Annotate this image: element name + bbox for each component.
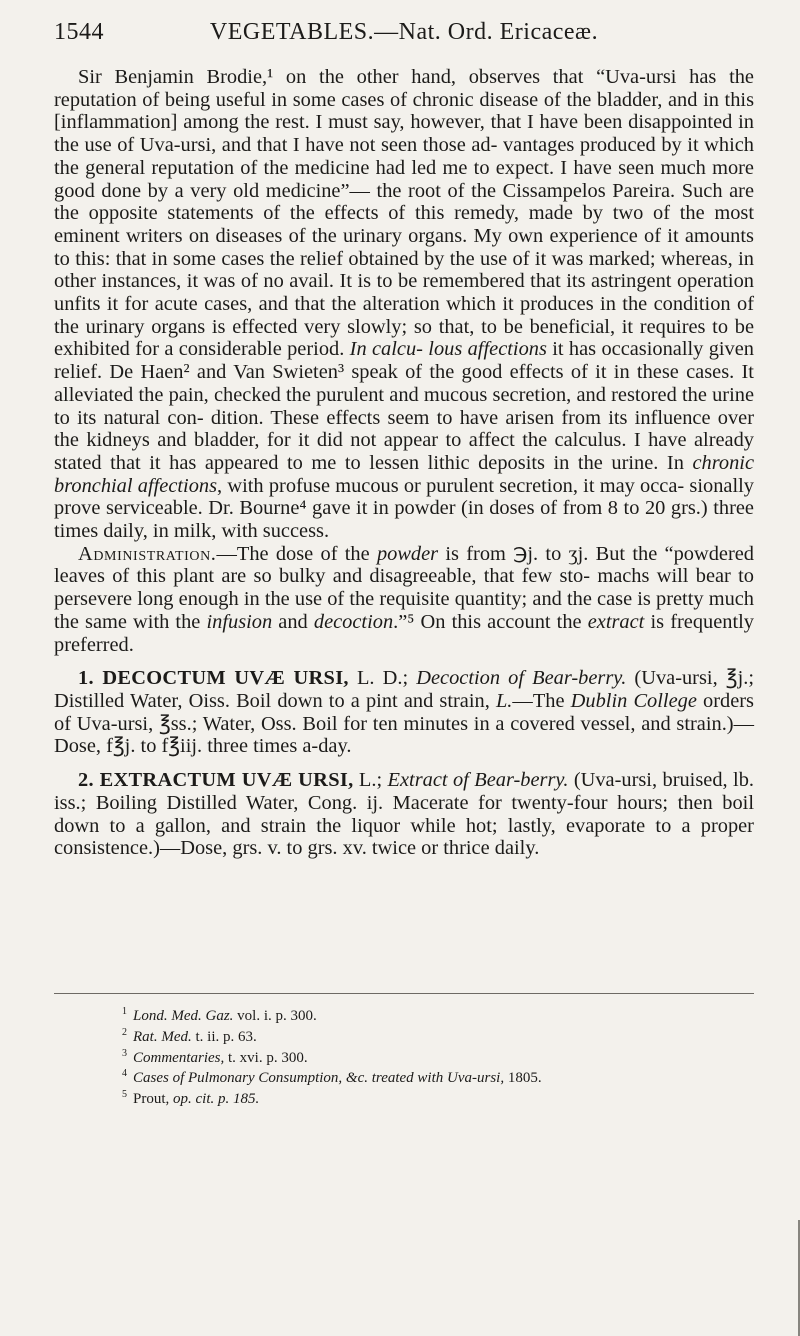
footnote: $^4$ Cases of Pulmonary Consumption, &c. treated with Uva-ursi, 1805. bbox=[122, 1068, 542, 1087]
recipe-title-decoctum: 1. DECOCTUM UVÆ URSI, bbox=[78, 667, 349, 690]
page-number: 1544 bbox=[54, 19, 104, 45]
running-head: VEGETABLES.—Nat. Ord. Ericaceæ. bbox=[209, 19, 599, 45]
footnote: $^2$ Rat. Med. t. ii. p. 63. bbox=[122, 1026, 257, 1045]
footnote: $^1$ Lond. Med. Gaz. vol. i. p. 300. bbox=[122, 1006, 317, 1024]
body-text bbox=[54, 66, 754, 860]
recipe-decoctum: 1. DECOCTUM UVÆ URSI, L. D.; Decoction of Bear-berry. (Uva-ursi, ℥j.; Distilled Water, Oiss. Boil down to a pint and strain, L.—The Dublin College orders of Uva-ursi, ℥ss.; Water, Oss. Boil for ten minutes in a covered vessel, and strain.)—Dose, f℥j. to f℥iij. three times a-day. bbox=[54, 667, 754, 758]
section-heading-administration: Administration. bbox=[78, 542, 217, 565]
footnote-divider bbox=[54, 993, 754, 994]
paragraph-administration: Administration.—The dose of the powder is from ℈j. to ʒj. But the “powdered leaves of this plant are so bulky and disagreeable, that few sto- machs will bear to persevere long enough in the use of the requisite quantity; and the case is pretty much the same with the infusion and decoction.”⁵ On this account the extract is frequently preferred. bbox=[54, 542, 755, 656]
recipe-title-extractum: 2. EXTRACTUM UVÆ URSI, bbox=[78, 769, 354, 792]
footnote: $^3$ Commentaries, t. xvi. p. 300. bbox=[122, 1047, 308, 1066]
footnote: $^5$ Prout, op. cit. p. 185. bbox=[122, 1089, 260, 1108]
page-header bbox=[54, 19, 754, 49]
paragraph-brodie: Sir Benjamin Brodie,¹ on the other hand, observes that “Uva-ursi has the reputation of being useful in some cases of chronic disease of the bladder, and in this [inflammation] among the rest. I must say, however, that I have been disappointed in the use of Uva-ursi, and that I have not seen those ad- vantages produced by it which the general reputation of the medicine had led me to expect. I have seen much more good done by a very old medicine”— the root of the Cissampelos Pareira. Such are the opposite statements of the effects of this remedy, made by two of the most eminent writers on diseases of the urinary organs. My own experience of it amounts to this: that in some cases the relief obtained by the use of it was marked; whereas, in other instances, it was of no avail. It is to be remembered that its astringent operation unfits it for acute cases, and that the alteration which it produces in the condition of the urinary organs is effected very slowly; so that, to be beneficial, it requires to be exhibited for a considerable period. In calcu- lous affections it has occasionally given relief. De Haen² and Van Swieten³ speak of the good effects of it in these cases. It alleviated the pain, checked the purulent and mucous secretion, and restored the urine to its natural con- dition. These effects seem to have arisen from its influence over the kidneys and bladder, for it did not appear to affect the calculus. I have already stated that it has appeared to me to lessen lithic deposits in the urine. In chronic bronchial affections, with profuse mucous or purulent secretion, it may occa- sionally prove serviceable. Dr. Bourne⁴ gave it in powder (in doses of from 8 to 20 grs.) three times daily, in milk, with success. bbox=[54, 66, 755, 543]
recipe-extractum: 2. EXTRACTUM UVÆ URSI, L.; Extract of Bear-berry. (Uva-ursi, bruised, lb. iss.; Boiling Distilled Water, Cong. ij. Macerate for twenty-four hours; then boil down to a gallon, and strain the liquor while hot; lastly, evaporate to a proper consistence.)—Dose, grs. v. to grs. xv. twice or thrice daily. bbox=[54, 769, 754, 860]
footnotes bbox=[122, 1004, 742, 1108]
